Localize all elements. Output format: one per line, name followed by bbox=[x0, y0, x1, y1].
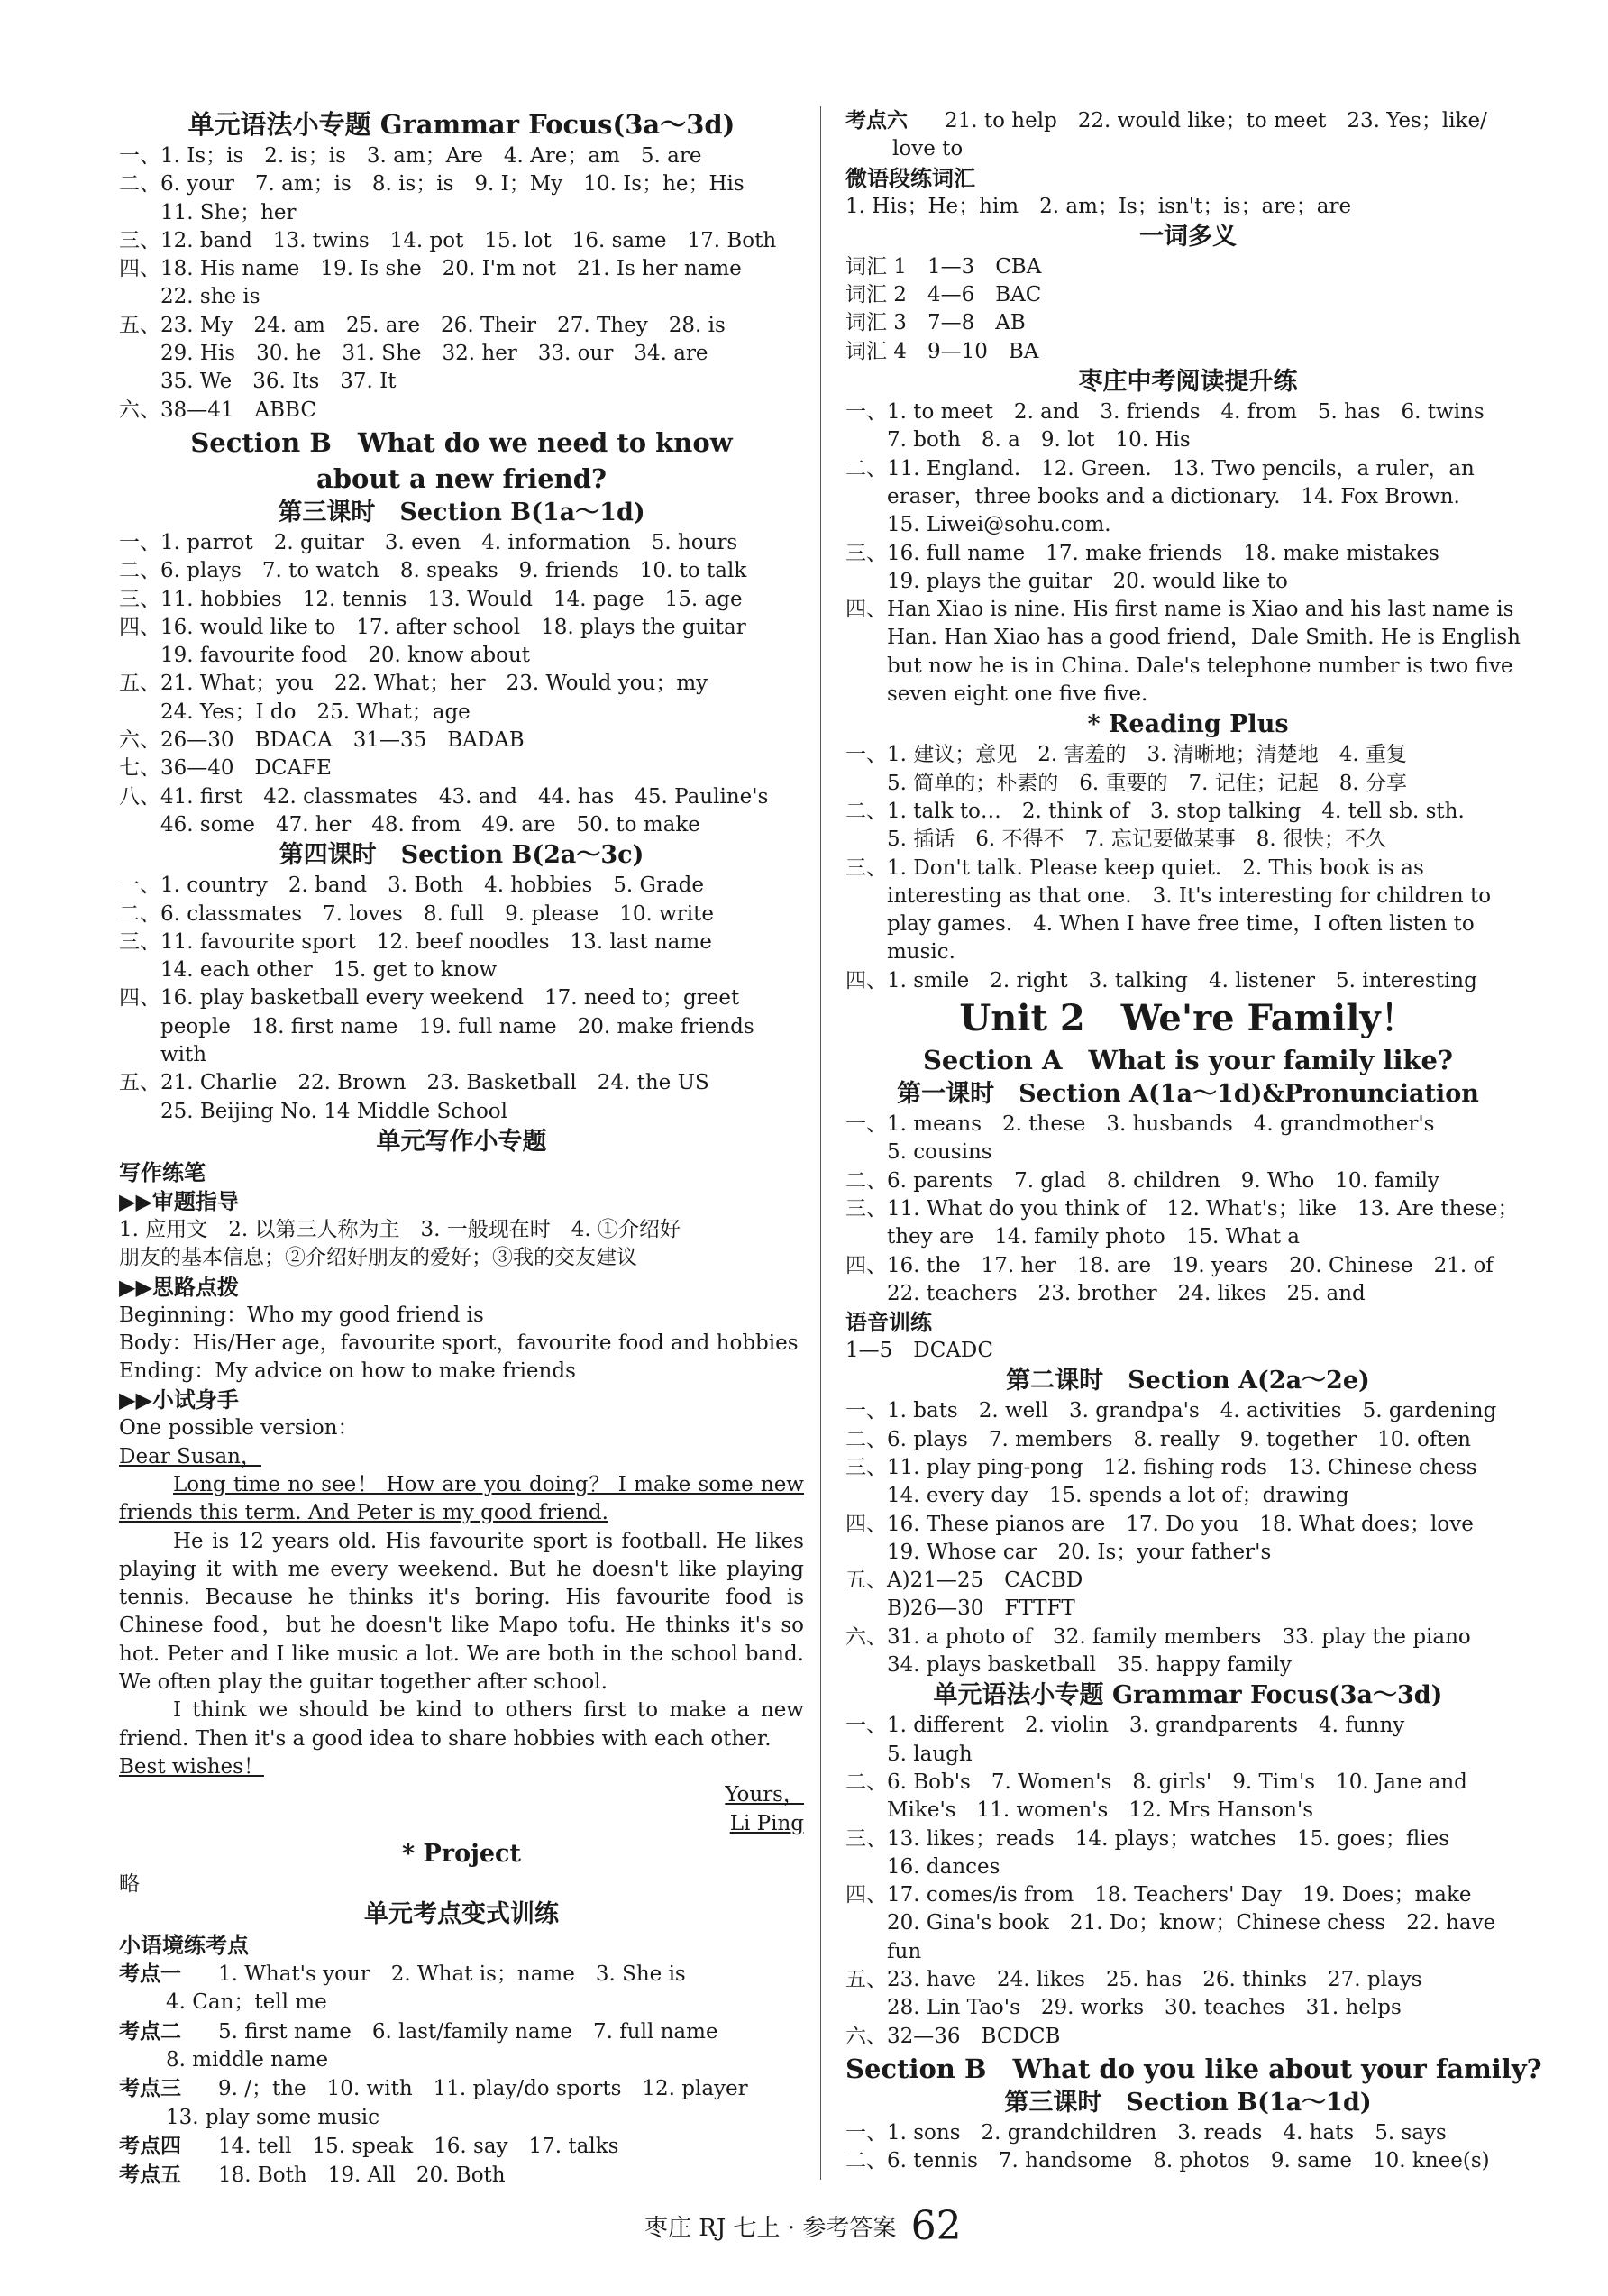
answer-line: 五、23. have 24. likes 25. has 26. thinks 27. plays bbox=[845, 1968, 1422, 1992]
answer-line: 一、1. sons 2. grandchildren 3. reads 4. hats 5. says bbox=[845, 2120, 1447, 2145]
underlined-text: Long time no see！ How are you doing？ I make some new friends this term. And Peter is my good friend. bbox=[119, 1472, 804, 1525]
answer-line: One possible version： bbox=[119, 1416, 359, 1441]
answer-line: 15. Liwei@sohu.com. bbox=[887, 513, 1111, 537]
exam-point-label: 考点四 bbox=[119, 2133, 181, 2158]
answer-line: 11. She；her bbox=[160, 200, 297, 224]
answer-line: 25. Beijing No. 14 Middle School bbox=[160, 1099, 507, 1123]
answer-line: Han. Han Xiao has a good friend，Dale Smith. He is English bbox=[887, 626, 1521, 650]
answer-line: fun bbox=[887, 1939, 922, 1963]
guide-label: ▶▶思路点拨 bbox=[119, 1273, 239, 1300]
answer-line: they are 14. family photo 15. What a bbox=[887, 1225, 1301, 1249]
underlined-text: Dear Susan， bbox=[119, 1444, 261, 1468]
page-footer bbox=[644, 2203, 962, 2249]
exam-point-label: 考点五 bbox=[119, 2163, 181, 2188]
answer-line: 46. some 47. her 48. from 49. are 50. to make bbox=[160, 812, 700, 837]
answer-line: 六、38—41 ABBC bbox=[119, 398, 316, 422]
answer-line: 4. Can；tell me bbox=[166, 1990, 327, 2015]
answer-line: 28. Lin Tao's 29. works 30. teaches 31. helps bbox=[887, 1996, 1402, 2020]
answer-line: 词汇 4 9—10 BA bbox=[845, 339, 1039, 363]
answer-line: 7. both 8. a 9. lot 10. His bbox=[887, 428, 1191, 453]
answer-line: 五、21. What；you 22. What；her 23. Would you；my bbox=[119, 672, 708, 696]
lesson-heading: * Reading Plus bbox=[1087, 710, 1289, 739]
exam-point-line bbox=[119, 2161, 804, 2190]
answer-line: 19. favourite food 20. know about bbox=[160, 644, 531, 668]
exam-point-label: 考点六 bbox=[845, 108, 908, 133]
answer-line: 略 bbox=[119, 1871, 140, 1896]
letter-line bbox=[119, 1443, 804, 1471]
answer-line: 二、6. parents 7. glad 8. children 9. Who 10. family bbox=[845, 1168, 1439, 1193]
lesson-heading: 第四课时 Section B(2a～3c) bbox=[279, 841, 644, 870]
lesson-heading: 枣庄中考阅读提升练 bbox=[1078, 368, 1298, 397]
answer-line: 24. Yes；I do 25. What；age bbox=[160, 700, 471, 724]
answer-line: 1. 应用文 2. 以第三人称为主 3. 一般现在时 4. ①介绍好 bbox=[119, 1217, 681, 1241]
answer-line: interesting as that one. 3. It's interesting for children to bbox=[887, 883, 1492, 908]
answer-line: 三、13. likes；reads 14. plays；watches 15. goes；flies bbox=[845, 1826, 1450, 1851]
answer-line: 二、6. plays 7. to watch 8. speaks 9. friends 10. to talk bbox=[119, 559, 747, 583]
answer-line: Beginning：Who my good friend is bbox=[119, 1303, 484, 1327]
answer-line: but now he is in China. Dale's telephone number is two five bbox=[887, 654, 1513, 678]
lesson-heading: 单元写作小专题 bbox=[376, 1127, 547, 1156]
underlined-text: Li Ping bbox=[729, 1811, 804, 1835]
answer-line: 六、32—36 BCDCB bbox=[845, 2024, 1061, 2048]
answer-line: 34. plays basketball 35. happy family bbox=[887, 1653, 1292, 1678]
subsection-label: 写作练笔 bbox=[119, 1158, 206, 1185]
answer-line: 四、1. smile 2. right 3. talking 4. listener 5. interesting bbox=[845, 968, 1477, 992]
exam-point-line bbox=[119, 2017, 804, 2046]
lesson-heading: * Project bbox=[402, 1839, 521, 1868]
section-heading: Section B What do you like about your family? bbox=[845, 2053, 1542, 2084]
answer-line: 19. Whose car 20. Is；your father's bbox=[887, 1540, 1272, 1564]
answer-line: 七、36—40 DCAFE bbox=[119, 756, 332, 781]
answer-line: 六、26—30 BDACA 31—35 BADAB bbox=[119, 728, 525, 753]
answer-line: 二、6. plays 7. members 8. really 9. together 10. often bbox=[845, 1427, 1471, 1451]
lesson-heading: 单元考点变式训练 bbox=[364, 1900, 559, 1929]
letter-paragraph: I think we should be kind to others first to make a new friend. Then it's a good idea to share hobbies with each other. bbox=[119, 1698, 804, 1751]
answer-line: 一、1. Is；is 2. is；is 3. am；Are 4. Are；am 5. are bbox=[119, 144, 702, 168]
section-heading: Section A What is your family like? bbox=[922, 1045, 1453, 1076]
answer-line: 19. plays the guitar 20. would like to bbox=[887, 569, 1288, 593]
answer-line: 三、11. favourite sport 12. beef noodles 13. last name bbox=[119, 929, 712, 954]
answer-line: 五、21. Charlie 22. Brown 23. Basketball 24. the US bbox=[119, 1071, 709, 1095]
exam-point-label: 考点二 bbox=[119, 2018, 181, 2044]
answer-line: 22. she is bbox=[160, 285, 260, 309]
answer-line: 22. teachers 23. brother 24. likes 25. and bbox=[887, 1281, 1366, 1305]
answer-line: 二、1. talk to… 2. think of 3. stop talking 4. tell sb. sth. bbox=[845, 799, 1465, 823]
answer-line: 四、16. would like to 17. after school 18. plays the guitar bbox=[119, 615, 746, 639]
letter-paragraph: He is 12 years old. His favourite sport is football. He likes playing it with me every weekend. But he doesn't like playing tennis. Because he thinks it's boring. His favourite food is Chinese food，but he doesn't like Mapo tofu. He thinks it's so hot. Peter and I like music a lot. We are both in the school band. We often play the guitar together after school. bbox=[119, 1529, 804, 1695]
answer-line: Ending：My advice on how to make friends bbox=[119, 1359, 576, 1384]
section-heading: Section B What do we need to know bbox=[190, 426, 733, 458]
answer-line: 16. dances bbox=[887, 1854, 1000, 1879]
answer-line: 词汇 3 7—8 AB bbox=[845, 311, 1026, 335]
answer-line: 1—5 DCADC bbox=[845, 1339, 993, 1363]
answer-line: 三、11. play ping-pong 12. fishing rods 13. Chinese chess bbox=[845, 1455, 1477, 1479]
exam-point-answers: 14. tell 15. speak 16. say 17. talks bbox=[218, 2134, 619, 2158]
answer-line: 1. His；He；him 2. am；Is；isn't；is；are；are bbox=[845, 194, 1352, 218]
answer-line: eraser，three books and a dictionary. 14. Fox Brown. bbox=[887, 484, 1460, 508]
answer-line: 一、1. 建议；意见 2. 害羞的 3. 清晰地；清楚地 4. 重复 bbox=[845, 743, 1408, 767]
answer-line: 四、16. the 17. her 18. are 19. years 20. Chinese 21. of bbox=[845, 1253, 1494, 1277]
answer-line: 一、1. bats 2. well 3. grandpa's 4. activities 5. gardening bbox=[845, 1399, 1497, 1423]
answer-line: 三、11. What do you think of 12. What's；like 13. Are these； bbox=[845, 1196, 1519, 1221]
answer-line: with bbox=[160, 1043, 207, 1067]
answer-line: 8. middle name bbox=[166, 2048, 329, 2072]
answer-line: 三、11. hobbies 12. tennis 13. Would 14. page 15. age bbox=[119, 587, 743, 611]
answer-line: 朋友的基本信息；②介绍好朋友的爱好；③我的交友建议 bbox=[119, 1246, 637, 1270]
answer-line: 一、1. means 2. these 3. husbands 4. grandmother's bbox=[845, 1112, 1435, 1137]
answer-line: 五、23. My 24. am 25. are 26. Their 27. They 28. is bbox=[119, 313, 726, 337]
answer-line: 二、6. classmates 7. loves 8. full 9. please 10. write bbox=[119, 901, 715, 926]
exam-point-line bbox=[119, 2132, 804, 2161]
subsection-label: 小语境练考点 bbox=[119, 1932, 249, 1959]
answer-line: love to bbox=[892, 137, 964, 161]
answer-line: 20. Gina's book 21. Do；know；Chinese chess 22. have bbox=[887, 1911, 1496, 1935]
answer-line: 四、17. comes/is from 18. Teachers' Day 19. Does；make bbox=[845, 1883, 1472, 1907]
answer-line: 三、12. band 13. twins 14. pot 15. lot 16. same 17. Both bbox=[119, 228, 777, 252]
exam-point-line bbox=[845, 106, 1530, 135]
lesson-heading: 第一课时 Section A(1a～1d)&Pronunciation bbox=[897, 1080, 1479, 1109]
answer-line: 一、1. to meet 2. and 3. friends 4. from 5. has 6. twins bbox=[845, 400, 1485, 425]
answer-line: 四、Han Xiao is nine. His first name is Xiao and his last name is bbox=[845, 598, 1514, 622]
answer-line: 5. 插话 6. 不得不 7. 忘记要做某事 8. 很快；不久 bbox=[887, 828, 1387, 852]
answer-line: Body：His/Her age，favourite sport，favourite food and hobbies bbox=[119, 1331, 799, 1355]
unit-title: Unit 2 We're Family！ bbox=[959, 997, 1417, 1040]
answer-line: 5. 简单的；朴素的 6. 重要的 7. 记住；记起 8. 分享 bbox=[887, 771, 1408, 795]
answer-line: Mike's 11. women's 12. Mrs Hanson's bbox=[887, 1798, 1314, 1823]
exam-point-line bbox=[119, 1960, 804, 1989]
answer-line: 5. cousins bbox=[887, 1140, 992, 1165]
answer-line: 四、16. play basketball every weekend 17. need to；greet bbox=[119, 986, 740, 1011]
subsection-label: 语音训练 bbox=[845, 1309, 932, 1336]
answer-line: 一、1. different 2. violin 3. grandparents 4. funny bbox=[845, 1714, 1405, 1738]
letter-signoff bbox=[119, 1810, 804, 1838]
exam-point-answers: 1. What's your 2. What is；name 3. She is bbox=[218, 1962, 686, 1987]
answer-line: B)26—30 FTTFT bbox=[887, 1596, 1075, 1621]
answer-line: 二、11. England. 12. Green. 13. Two pencils，a ruler，an bbox=[845, 456, 1475, 480]
answer-line: 一、1. parrot 2. guitar 3. even 4. information 5. hours bbox=[119, 530, 738, 554]
lesson-heading: 一词多义 bbox=[1139, 222, 1237, 251]
guide-label: ▶▶小试身手 bbox=[119, 1386, 239, 1413]
answer-line: 14. each other 15. get to know bbox=[160, 958, 498, 983]
exam-point-answers: 9. /；the 10. with 11. play/do sports 12. player bbox=[218, 2077, 748, 2101]
letter-signoff bbox=[119, 1781, 804, 1809]
answer-line: 14. every day 15. spends a lot of；drawing bbox=[887, 1484, 1349, 1508]
answer-line: seven eight one five five. bbox=[887, 682, 1148, 707]
answer-line: 二、6. Bob's 7. Women's 8. girls' 9. Tim's 10. Jane and bbox=[845, 1770, 1467, 1794]
answer-line: 五、A)21—25 CACBD bbox=[845, 1569, 1083, 1593]
answer-line: 三、1. Don't talk. Please keep quiet. 2. This book is as bbox=[845, 855, 1424, 880]
footer-label: 枣庄 RJ 七上 · 参考答案 bbox=[644, 2215, 897, 2242]
exam-point-line bbox=[119, 2074, 804, 2103]
answer-line: 四、18. His name 19. Is she 20. I'm not 21. Is her name bbox=[119, 257, 742, 281]
exam-point-answers: 21. to help 22. would like；to meet 23. Yes；like/ bbox=[945, 109, 1487, 133]
answer-line: 词汇 2 4—6 BAC bbox=[845, 283, 1042, 307]
answer-line: 四、16. These pianos are 17. Do you 18. What does；love bbox=[845, 1512, 1474, 1536]
answer-line: 六、31. a photo of 32. family members 33. play the piano bbox=[845, 1624, 1471, 1649]
answer-line: 二、6. tennis 7. handsome 8. photos 9. same 10. knee(s) bbox=[845, 2149, 1490, 2173]
column-divider bbox=[820, 106, 821, 2180]
lesson-heading: 第三课时 Section B(1a～1d) bbox=[278, 498, 645, 526]
exam-point-answers: 18. Both 19. All 20. Both bbox=[218, 2163, 506, 2188]
left-column bbox=[119, 106, 804, 2191]
guide-label: ▶▶审题指导 bbox=[119, 1187, 239, 1214]
answer-line: 词汇 1 1—3 CBA bbox=[845, 254, 1042, 279]
lesson-heading: 第三课时 Section B(1a～1d) bbox=[1004, 2088, 1372, 2117]
answer-line: 二、6. your 7. am；is 8. is；is 9. I；My 10. Is；he；His bbox=[119, 172, 745, 197]
section-heading: about a new friend? bbox=[315, 462, 608, 494]
right-column bbox=[845, 106, 1542, 2176]
answer-line: music. bbox=[887, 940, 955, 965]
exam-point-label: 考点三 bbox=[119, 2076, 181, 2101]
underlined-text: Yours， bbox=[725, 1783, 804, 1807]
answer-line: 5. laugh bbox=[887, 1742, 973, 1766]
letter-paragraph bbox=[119, 1471, 804, 1528]
lesson-heading: 单元语法小专题 Grammar Focus(3a～3d) bbox=[933, 1681, 1443, 1710]
exam-point-answers: 5. first name 6. last/family name 7. full name bbox=[218, 2019, 718, 2044]
answer-line: 三、16. full name 17. make friends 18. make mistakes bbox=[845, 541, 1439, 565]
answer-line: 一、1. country 2. band 3. Both 4. hobbies 5. Grade bbox=[119, 874, 704, 898]
section-heading: 单元语法小专题 Grammar Focus(3a～3d) bbox=[187, 109, 735, 140]
answer-line: 13. play some music bbox=[166, 2105, 380, 2129]
subsection-label: 微语段练词汇 bbox=[845, 164, 975, 191]
exam-point-label: 考点一 bbox=[119, 1962, 181, 1987]
answer-line: 35. We 36. Its 37. It bbox=[160, 370, 397, 394]
answer-line: people 18. first name 19. full name 20. make friends bbox=[160, 1014, 754, 1038]
letter-line bbox=[119, 1753, 804, 1781]
answer-line: play games. 4. When I have free time，I often listen to bbox=[887, 912, 1475, 937]
answer-line: 29. His 30. he 31. She 32. her 33. our 34. are bbox=[160, 342, 708, 366]
answer-line: 八、41. first 42. classmates 43. and 44. has 45. Pauline's bbox=[119, 784, 769, 809]
page-number: 62 bbox=[910, 2203, 962, 2249]
lesson-heading: 第二课时 Section A(2a～2e) bbox=[1006, 1367, 1370, 1395]
underlined-text: Best wishes！ bbox=[119, 1754, 264, 1779]
